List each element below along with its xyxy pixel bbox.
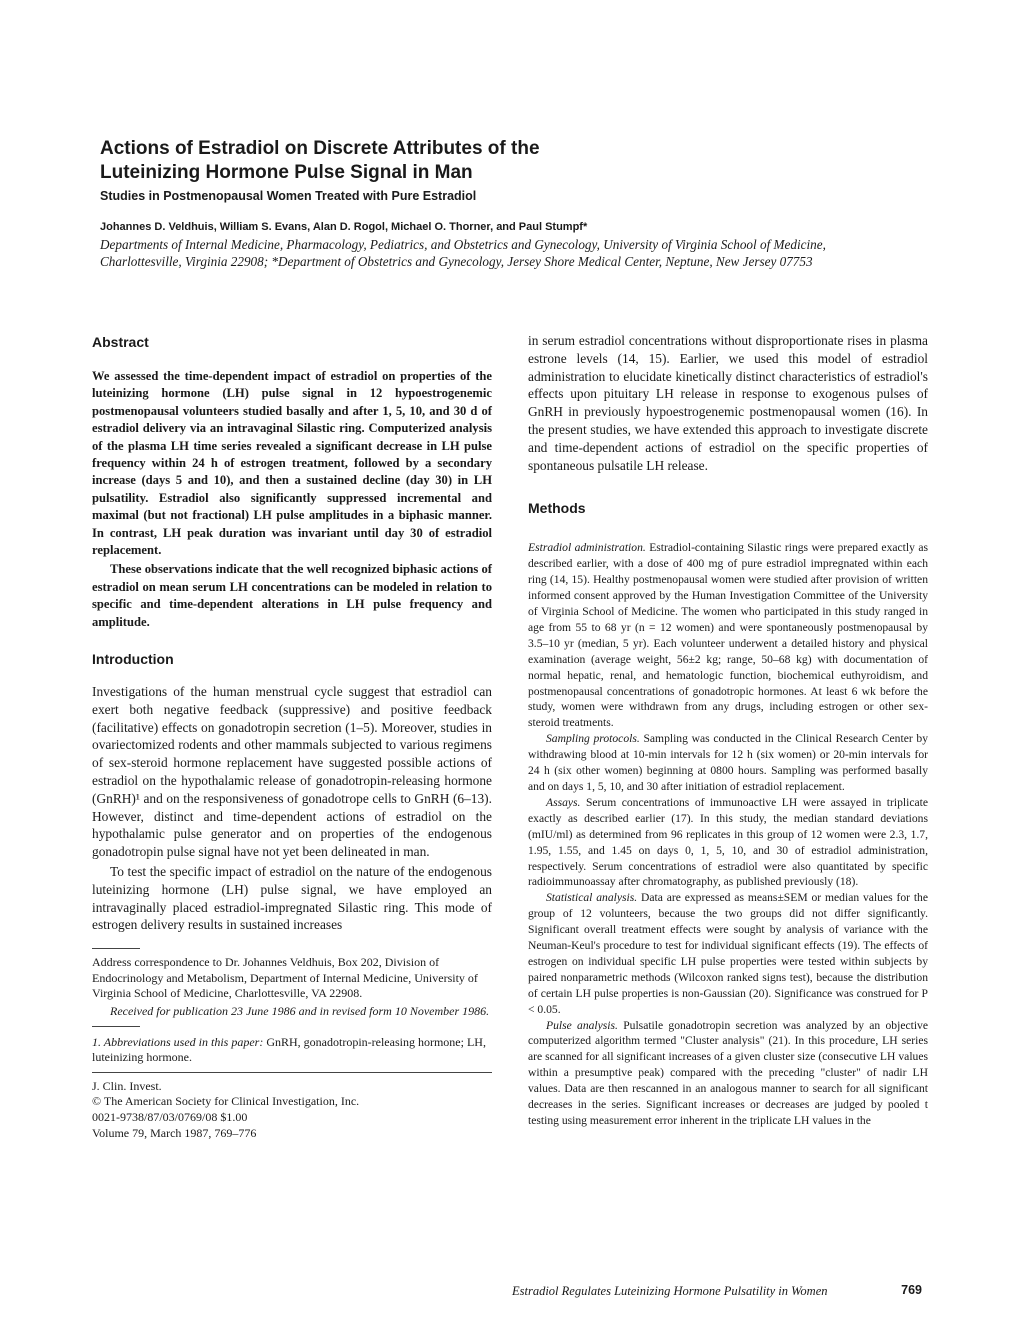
pulse-analysis-label: Pulse analysis.: [546, 1018, 618, 1032]
abstract-paragraph-2: These observations indicate that the well recognized biphasic actions of estradiol on mean serum LH concentrations can be modeled in relation to specific and time-dependent alterations in LH pulse frequency and amplitude.: [92, 562, 492, 629]
article-subtitle: Studies in Postmenopausal Women Treated with Pure Estradiol: [100, 189, 477, 203]
right-column: [528, 332, 928, 1129]
administration-text: Estradiol-containing Silastic rings were prepared exactly as described earlier, with a dose of 400 mg of pure estradiol impregnated within each ring (14, 15). Healthy postmenopausal women were studied after provision of written informed consent approved by the Human Investigation Committee of the University of Virginia School of Medicine. The women who participated in this study ranged in age from 55 to 68 yr (n = 12 women) and were spontaneously postmenopausal by 3.5–10 yr (median, 5 yr). Each volunteer underwent a detailed history and physical examination (average weight, 56±2 kg; range, 50–68 kg) with documentation of normal hepatic, renal, and hematologic function, biochemical euthyroidism, and postmenopausal concentrations of gonadotropic hormones. At least 6 wk before the study, women were withdrawn from any drugs, including estrogen or other sex-steroid treatments.: [528, 541, 928, 730]
methods-assays: [528, 795, 928, 890]
left-column: [92, 332, 492, 1141]
abbreviations-text: GnRH, gonadotropin-releasing hormone; LH, luteinizing hormone.: [92, 1034, 486, 1065]
received-note: Received for publication 23 June 1986 and in revised form 10 November 1986.: [110, 1004, 490, 1019]
methods-sampling: [528, 731, 928, 795]
affiliation-line-1: Departments of Internal Medicine, Pharmacology, Pediatrics, and Obstetrics and Gynecology, University of Virginia School of Medicine,: [100, 237, 826, 252]
affiliation-line-2: Charlottesville, Virginia 22908; *Department of Obstetrics and Gynecology, Jersey Shore Medical Center, Neptune, New Jersey 07753: [100, 254, 813, 269]
methods-pulse-analysis: [528, 1018, 928, 1129]
introduction-paragraph-1: Investigations of the human menstrual cycle suggest that estradiol can exert both negative feedback (suppressive) and positive feedback (facilitative) effects on gonadotropin secretion (1–5). Moreover, studies in ovariectomized rodents and other mammals subjected to various regimens of sex-steroid hormone replacement have suggested possible actions of estradiol on the hypothalamic release of gonadotropin-releasing hormone (GnRH)¹ and on the responsiveness of gonadotrope cells to GnRH (6–13). However, distinct and time-dependent actions of estradiol on the hypothalamic pulse generator and on properties of the endogenous gonadotropin pulse signal have not yet been delineated in man.: [92, 684, 492, 860]
abstract-paragraph-1: We assessed the time-dependent impact of estradiol on properties of the luteinizing hormone (LH) pulse signal in 12 hypoestrogenemic postmenopausal volunteers studied basally and after 1, 5, 10, and 30 d of estradiol delivery via an intravaginal Silastic ring. Computerized analysis of the plasma LH time series revealed a significant decrease in LH pulse frequency within 24 h of estrogen treatment, followed by a secondary increase (days 5 and 10), and then a sustained decline (day 30) in LH pulsatility. Estradiol also significantly suppressed incremental and maximal (but not fractional) LH pulse amplitudes in a biphasic manner. In contrast, LH peak duration was invariant until day 30 of estradiol replacement.: [92, 369, 492, 558]
statistics-label: Statistical analysis.: [546, 891, 638, 905]
page-number: 769: [901, 1283, 922, 1297]
running-footer: [512, 1284, 922, 1299]
introduction-heading: Introduction: [92, 651, 174, 668]
abbreviations-label: 1. Abbreviations used in this paper:: [92, 1034, 264, 1049]
issn-line: 0021-9738/87/03/0769/08 $1.00: [92, 1110, 248, 1124]
sampling-text: Sampling was conducted in the Clinical Research Center by withdrawing blood at 10-min intervals for 12 h (six women) or 20-min intervals for 24 h (six other women) beginning at 0800 hours. Sampling was performed basally and on days 1, 5, 10, and 30 after initiation of estradiol replacement.: [528, 732, 928, 793]
methods-heading: Methods: [528, 500, 586, 517]
copyright-line: © The American Society for Clinical Investigation, Inc.: [92, 1094, 360, 1109]
footnote-separator-1: [92, 948, 140, 949]
journal-name: J. Clin. Invest.: [92, 1078, 162, 1093]
title-line-2: Luteinizing Hormone Pulse Signal in Man: [100, 162, 473, 183]
introduction-paragraph-3: in serum estradiol concentrations without disproportionate rises in plasma estrone levels (14, 15). Earlier, we used this model of estradiol administration to elucidate kinetically distinct characteristics of estradiol's effects upon pituitary LH release in response to exogenous pulses of GnRH in previously hypoestrogenemic postmenopausal women (16). In the present studies, we have extended this approach to investigate discrete and time-dependent actions of estradiol on the specific properties of spontaneous pulsatile LH release.: [528, 333, 928, 473]
abbreviations-note: [92, 1035, 492, 1066]
methods-administration: [528, 540, 928, 731]
footnote-separator-2: [92, 1026, 140, 1027]
introduction-paragraph-2: To test the specific impact of estradiol on the nature of the endogenous luteinizing hormone (LH) pulse signal, we have employed an intravaginally placed estradiol-impregnated Silastic ring. This mode of estrogen delivery results in sustained increases: [92, 864, 492, 933]
footnote-separator-3: [92, 1072, 492, 1073]
running-footer-title: Estradiol Regulates Luteinizing Hormone Pulsatility in Women: [512, 1284, 828, 1298]
sampling-label: Sampling protocols.: [546, 732, 640, 746]
statistics-text: Data are expressed as means±SEM or median values for the group of 12 volunteers, because the two groups did not differ significantly. Significant overall treatment effects were sought by analysis of variance with the Neuman-Keul's procedure to test for individual significant effects (19). The effects of estrogen on individual specific LH pulse properties were tested within subjects by paired nonparametric methods (Wilcoxon ranked signs test), because the distribution of certain LH pulse properties is non-Gaussian (20). Significance was construed for P < 0.05.: [528, 891, 928, 1016]
article-title: [100, 137, 920, 185]
administration-label: Estradiol administration.: [528, 541, 646, 555]
abstract-heading: Abstract: [92, 334, 149, 350]
affiliations: [100, 236, 930, 270]
assays-label: Assays.: [546, 795, 581, 809]
pulse-analysis-text: Pulsatile gonadotropin secretion was analyzed by an objective computerized algorithm termed "Cluster analysis" (21). In this procedure, LH series are scanned for all significant increases of a given cluster size (consecutive LH values within a presumptive peak) compared with the preceding "cluster" of nadir LH values. Data are then rescanned in an analogous manner to search for all significant decreases in the series. Significant increases or decreases are judged by pooled t testing using measurement error inherent in the triplicate LH values in the: [528, 1018, 928, 1127]
title-line-1: Actions of Estradiol on Discrete Attributes of the: [100, 138, 540, 159]
methods-statistics: [528, 890, 928, 1017]
author-list: Johannes D. Veldhuis, William S. Evans, Alan D. Rogol, Michael O. Thorner, and Paul Stumpf*: [100, 221, 588, 233]
volume-line: Volume 79, March 1987, 769–776: [92, 1125, 257, 1140]
assays-text: Serum concentrations of immunoactive LH were assayed in triplicate exactly as described earlier (17). In this study, the median standard deviations (mIU/ml) as determined from 96 replicates in this group of 12 women were 2.3, 1.7, 1.95, 1.55, and 1.45 on days 0, 1, 5, 10, and 30 of estradiol administration, respectively. Serum concentrations of estradiol were also quantitated by specific radioimmunoassay after chromatography, as published previously (18).: [528, 795, 928, 889]
correspondence-note: Address correspondence to Dr. Johannes Veldhuis, Box 202, Division of Endocrinology and Metabolism, Department of Internal Medicine, University of Virginia School of Medicine, Charlottesville, VA 22908.: [92, 955, 478, 1001]
